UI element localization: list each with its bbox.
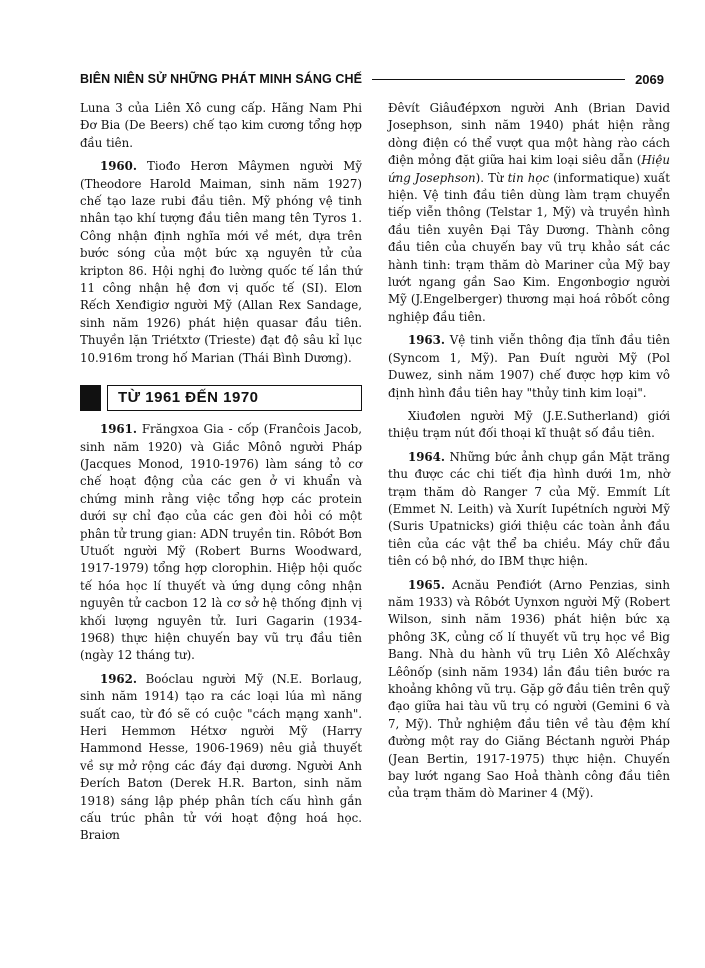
italic-term: Hiệu ứng Josephson	[388, 153, 670, 185]
paragraph-1963-b: Xiuđơlen người Mỹ (J.E.Sutherland) giới thiệu trạm nút đối thoại kĩ thuật số đầu tiên.	[388, 408, 670, 441]
year-label: 1962.	[100, 671, 137, 686]
right-column	[388, 100, 670, 809]
paragraph-text: Boóclau người Mỹ (N.E. Borlaug, sinh năm 1914) tạo ra các loại lúa mì năng suất cao, từ đó sẽ có cuộc "cách mạng xanh". Heri Hemmơn Hétxơ người Mỹ (Harry Hammond Hesse, 1906-1969) nêu giả thuyết về sự mở rộng các đáy đại dương. Người Anh Đerích Batơn (Derek H.R. Barton, sinh năm 1918) sáng lập phép phân tích cấu hình gắn cấu trúc phân tử với hoạt động hoá học. Braiơn	[80, 671, 362, 843]
year-label: 1965.	[408, 577, 445, 592]
paragraph-1961	[80, 421, 362, 665]
paragraph-text: (informatique) xuất hiện. Vệ tinh đầu tiên dùng làm trạm chuyển tiếp viễn thông (Telstar 1, Mỹ) và truyền hình đầu tiên xuyên Đại Tây Dương. Thành công đầu tiên của chuyến bay vũ trụ khảo sát các hành tinh: trạm thăm dò Mariner của Mỹ bay lướt ngang gần Sao Kim. Engơnbơgiơ người Mỹ (J.Engelberger) thương mại hoá rôbốt công nghiệp đầu tiên.	[388, 170, 670, 324]
year-label: 1961.	[100, 422, 137, 437]
paragraph-text: ). Từ	[475, 170, 508, 185]
paragraph-text: Frăngxoa Gia - cốp (Franĉois Jacob, sinh năm 1920) và Giắc Mônô người Pháp (Jacques Monod, 1910-1976) làm sáng tỏ cơ chế hoạt động của các gen ở vi khuẩn và chứng minh rằng việc tổng hợp các protein dưới sự chỉ đạo của các gen đòi hỏi có một phân tử trung gian: ADN truyền tin. Rôbớt Bơn Utuốt người Mỹ (Robert Burns Woodward, 1917-1979) tổng hợp clorophin. Hiệp hội quốc tế hóa học lí thuyết và ứng dụng công nhận nguyên tử cacbon 12 là cơ sở hệ thống định vị khối lượng nguyên tử. Iuri Gagarin (1934-1968) thực hiện chuyến bay vũ trụ đầu tiên (ngày 12 tháng tư).	[80, 422, 362, 663]
paragraph-intro: Luna 3 của Liên Xô cung cấp. Hãng Nam Phi Đơ Bia (De Beers) chế tạo kim cương tổng hợp đầu tiên.	[80, 101, 362, 150]
paragraph-1962	[80, 671, 362, 845]
paragraph-1965	[388, 577, 670, 803]
paragraph-text: Đêvít Giâuđépxơn người Anh (Brian David Josephson, sinh năm 1940) phát hiện rằng dòng điện có thể vượt qua một hàng rào cách điện mỏng đặt giữa hai kim loại siêu dẫn (	[388, 101, 670, 168]
page-number: 2069	[635, 71, 664, 87]
left-column	[80, 100, 362, 851]
paragraph-1962-continued	[388, 100, 670, 326]
italic-term: tin học	[507, 170, 550, 185]
year-label: 1960.	[100, 159, 137, 174]
section-heading	[80, 385, 362, 411]
header-rule	[372, 79, 625, 80]
section-title: TỪ 1961 ĐẾN 1970	[107, 385, 362, 411]
paragraph-text: Vệ tinh viễn thông địa tĩnh đầu tiên (Syncom 1, Mỹ). Pan Đuít người Mỹ (Pol Duwez, sinh năm 1907) chế được hợp kim vô định hình đầu tiên hay "thủy tinh kim loại".	[388, 333, 670, 400]
section-marker	[80, 385, 101, 411]
paragraph-1960	[80, 158, 362, 367]
running-title: BIÊN NIÊN SỬ NHỮNG PHÁT MINH SÁNG CHẾ	[80, 72, 363, 86]
page-header	[80, 68, 664, 90]
year-label: 1963.	[408, 333, 445, 348]
paragraph-1964	[388, 449, 670, 571]
paragraph-text: Tiođo Herơn Mâymen người Mỹ (Theodore Harold Maiman, sinh năm 1927) chế tạo laze rubi đầu tiên. Mỹ phóng vệ tinh nhân tạo khí tượng đầu tiên mang tên Tyros 1. Công nhận định nghĩa mới về mét, dựa trên bước sóng của một bức xạ nguyên tử của kripton 86. Hội nghị đo lường quốc tế lần thứ 11 công nhận hệ đơn vị quốc tế (SI). Elơn Rếch Xenđigiơ người Mỹ (Allan Rex Sandage, sinh năm 1926) phát hiện quasar đầu tiên. Thuyền lặn Triétxtơ (Trieste) đạt độ sâu kỉ lục 10.916m trong hố Marian (Thái Bình Dương).	[80, 159, 362, 365]
paragraph-text: Những bức ảnh chụp gần Mặt trăng thu được các chi tiết địa hình dưới 1m, nhờ trạm thăm dò Ranger 7 của Mỹ. Emmít Lít (Emmet N. Leith) và Xurít Iupétních người Mỹ (Suris Upatnicks) giới thiệu các toàn ảnh đầu tiên của các vật thể ba chiều. Máy chữ đầu tiên có bộ nhớ, do IBM thực hiện.	[388, 449, 670, 569]
paragraph-text: Acnău Penđiớt (Arno Penzias, sinh năm 1933) và Rôbớt Uynxơn người Mỹ (Robert Wilson, sinh năm 1936) phát hiện bức xạ phông 3K, củng cố lí thuyết vũ trụ học về Big Bang. Nhà du hành vũ trụ Liên Xô Alếchxây Lêônốp (sinh năm 1934) lần đầu tiên bước ra khoảng không vũ trụ. Gặp gỡ đầu tiên trên quỹ đạo giữa hai tàu vũ trụ có người (Gemini 6 và 7, Mỹ). Thử nghiệm đầu tiên về tàu đệm khí đường một ray do Giăng Béctanh người Pháp (Jean Bertin, 1917-1975) thực hiện. Chuyến bay lướt ngang Sao Hoả thành công đầu tiên của trạm thăm dò Mariner 4 (Mỹ).	[388, 577, 670, 801]
paragraph-1963	[388, 332, 670, 402]
year-label: 1964.	[408, 449, 445, 464]
